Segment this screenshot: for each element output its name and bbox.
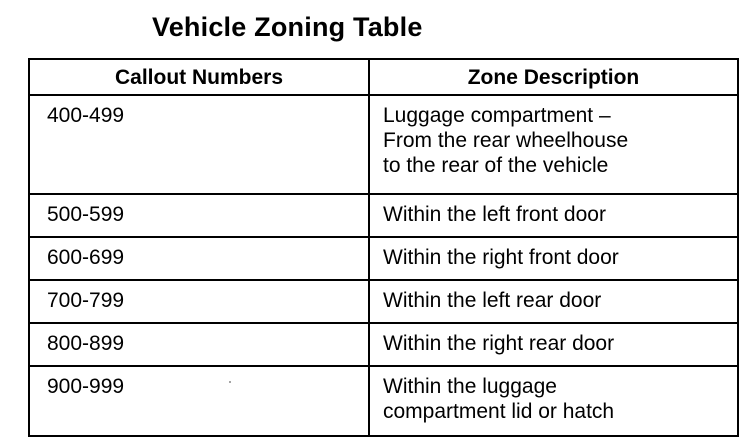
description-line: Within the right front door xyxy=(383,246,619,269)
column-header-callout-numbers: Callout Numbers xyxy=(29,59,369,95)
table-row xyxy=(29,323,738,366)
callout-cell: 600-699 xyxy=(29,237,369,280)
description-line: From the rear wheelhouse xyxy=(383,129,629,152)
page-title: Vehicle Zoning Table xyxy=(152,12,423,42)
table-row xyxy=(29,237,738,280)
description-cell xyxy=(369,194,738,237)
description-line: Within the right rear door xyxy=(383,332,615,355)
callout-cell: 900-999 xyxy=(29,366,369,436)
table-row xyxy=(29,194,738,237)
column-header-zone-description: Zone Description xyxy=(369,59,738,95)
description-line: Within the luggage xyxy=(383,375,557,398)
callout-cell: 500-599 xyxy=(29,194,369,237)
description-cell xyxy=(369,95,738,194)
description-cell xyxy=(369,366,738,436)
description-cell xyxy=(369,237,738,280)
description-line: Within the left front door xyxy=(383,203,606,226)
description-cell xyxy=(369,280,738,323)
description-line: to the rear of the vehicle xyxy=(383,154,609,177)
description-line: Luggage compartment – xyxy=(383,104,611,127)
description-cell xyxy=(369,323,738,366)
callout-cell: 800-899 xyxy=(29,323,369,366)
table-row xyxy=(29,95,738,194)
table-row xyxy=(29,280,738,323)
callout-cell: 700-799 xyxy=(29,280,369,323)
description-line: Within the left rear door xyxy=(383,289,602,312)
table-header-row xyxy=(29,59,738,95)
table-row xyxy=(29,366,738,436)
callout-cell: 400-499 xyxy=(29,95,369,194)
description-line: compartment lid or hatch xyxy=(383,400,615,423)
scan-speck xyxy=(229,381,231,383)
vehicle-zoning-table xyxy=(28,58,739,437)
